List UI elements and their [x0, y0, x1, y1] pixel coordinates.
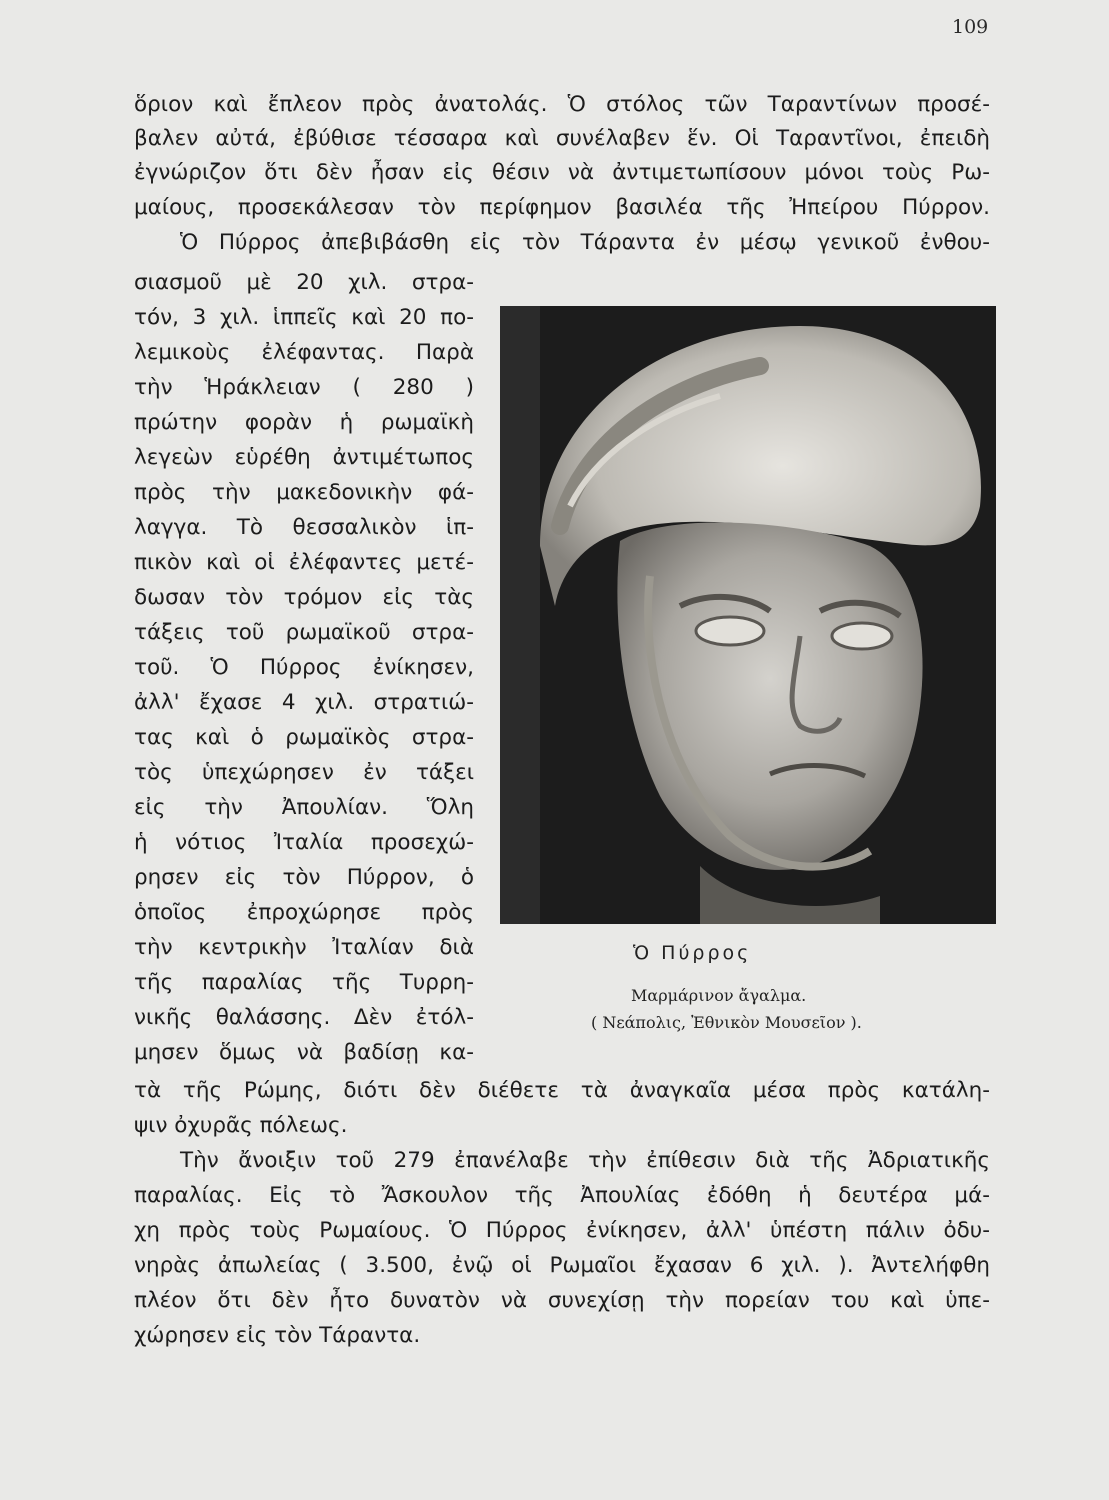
text-line: δωσαν τὸν τρόμον εἰς τὰς: [134, 585, 474, 610]
text-line: τὴν κεντρικὴν Ἰταλίαν διὰ: [134, 935, 474, 960]
text-line: τοῦ. Ὁ Πύρρος ἐνίκησεν,: [134, 655, 474, 680]
text-line: χη πρὸς τοὺς Ρωμαίους. Ὁ Πύρρος ἐνίκησεν, ἀλλ' ὑπέστη πάλιν ὀδυ-: [134, 1218, 990, 1243]
text-line: πρώτην φορὰν ἡ ρωμαϊκὴ: [134, 410, 474, 435]
text-line: παραλίας. Εἰς τὸ Ἄσκουλον τῆς Ἀπουλίας ἐδόθη ἡ δευτέρα μά-: [134, 1183, 990, 1208]
text-line: τὴν Ἡράκλειαν ( 280 ): [134, 375, 474, 400]
text-line: μαίους, προσεκάλεσαν τὸν περίφημον βασιλέα τῆς Ἠπείρου Πύρρον.: [134, 195, 990, 220]
text-line: ὁποῖος ἐπροχώρησε πρὸς: [134, 900, 474, 925]
text-line: τῆς παραλίας τῆς Τυρρη-: [134, 970, 474, 995]
text-line: λαγγα. Τὸ θεσσαλικὸν ἱπ-: [134, 515, 474, 540]
text-line: λεμικοὺς ἐλέφαντας. Παρὰ: [134, 340, 474, 365]
text-line: βαλεν αὐτά, ἐβύθισε τέσσαρα καὶ συνέλαβεν ἕν. Οἱ Ταραντῖνοι, ἐπειδὴ: [134, 126, 990, 151]
text-line: εἰς τὴν Ἀπουλίαν. Ὅλη: [134, 795, 474, 820]
text-line: Ὁ Πύρρος ἀπεβιβάσθη εἰς τὸν Τάραντα ἐν μέσῳ γενικοῦ ἐνθου-: [180, 230, 990, 255]
text-line: πρὸς τὴν μακεδονικὴν φά-: [134, 480, 474, 505]
text-line: πικὸν καὶ οἱ ἐλέφαντες μετέ-: [134, 550, 474, 575]
text-line: μησεν ὅμως νὰ βαδίσῃ κα-: [134, 1040, 474, 1065]
text-line: ἡ νότιος Ἰταλία προσεχώ-: [134, 830, 474, 855]
text-line: ἀλλ' ἔχασε 4 χιλ. στρατιώ-: [134, 690, 474, 715]
text-line: τόν, 3 χιλ. ἱππεῖς καὶ 20 πο-: [134, 305, 474, 330]
page-number: 109: [952, 16, 989, 38]
caption-name: Ὁ Πύρρος: [633, 942, 752, 964]
text-line: ψιν ὀχυρᾶς πόλεως.: [134, 1113, 348, 1138]
text-line: τὸς ὑπεχώρησεν ἐν τάξει: [134, 760, 474, 785]
text-line: πλέον ὅτι δὲν ἦτο δυνατὸν νὰ συνεχίσῃ τὴν πορείαν του καὶ ὑπε-: [134, 1288, 990, 1313]
text-line: τας καὶ ὁ ρωμαϊκὸς στρα-: [134, 725, 474, 750]
text-line: ρησεν εἰς τὸν Πύρρον, ὁ: [134, 865, 474, 890]
text-line: ἐγνώριζον ὅτι δὲν ἦσαν εἰς θέσιν νὰ ἀντιμετωπίσουν μόνοι τοὺς Ρω-: [134, 160, 990, 185]
caption-location: ( Νεάπολις, Ἐθνικὸν Μουσεῖον ).: [591, 1013, 862, 1032]
caption-material: Μαρμάρινον ἄγαλμα.: [631, 986, 807, 1005]
text-line: σιασμοῦ μὲ 20 χιλ. στρα-: [134, 270, 474, 295]
pyrrhus-bust-photo: [500, 306, 996, 924]
text-line: ὅριον καὶ ἔπλεον πρὸς ἀνατολάς. Ὁ στόλος τῶν Ταραντίνων προσέ-: [134, 92, 990, 117]
text-line: τὰ τῆς Ρώμης, διότι δὲν διέθετε τὰ ἀναγκαῖα μέσα πρὸς κατάλη-: [134, 1078, 990, 1103]
text-line: τάξεις τοῦ ρωμαϊκοῦ στρα-: [134, 620, 474, 645]
text-line: λεγεὼν εὑρέθη ἀντιμέτωπος: [134, 445, 474, 470]
text-line: νηρὰς ἀπωλείας ( 3.500, ἐνῷ οἱ Ρωμαῖοι ἔχασαν 6 χιλ. ). Ἀντελήφθη: [134, 1253, 990, 1278]
text-line: χώρησεν εἰς τὸν Τάραντα.: [134, 1323, 421, 1348]
text-line: νικῆς θαλάσσης. Δὲν ἐτόλ-: [134, 1005, 474, 1030]
text-line: Τὴν ἄνοιξιν τοῦ 279 ἐπανέλαβε τὴν ἐπίθεσιν διὰ τῆς Ἀδριατικῆς: [180, 1148, 990, 1173]
